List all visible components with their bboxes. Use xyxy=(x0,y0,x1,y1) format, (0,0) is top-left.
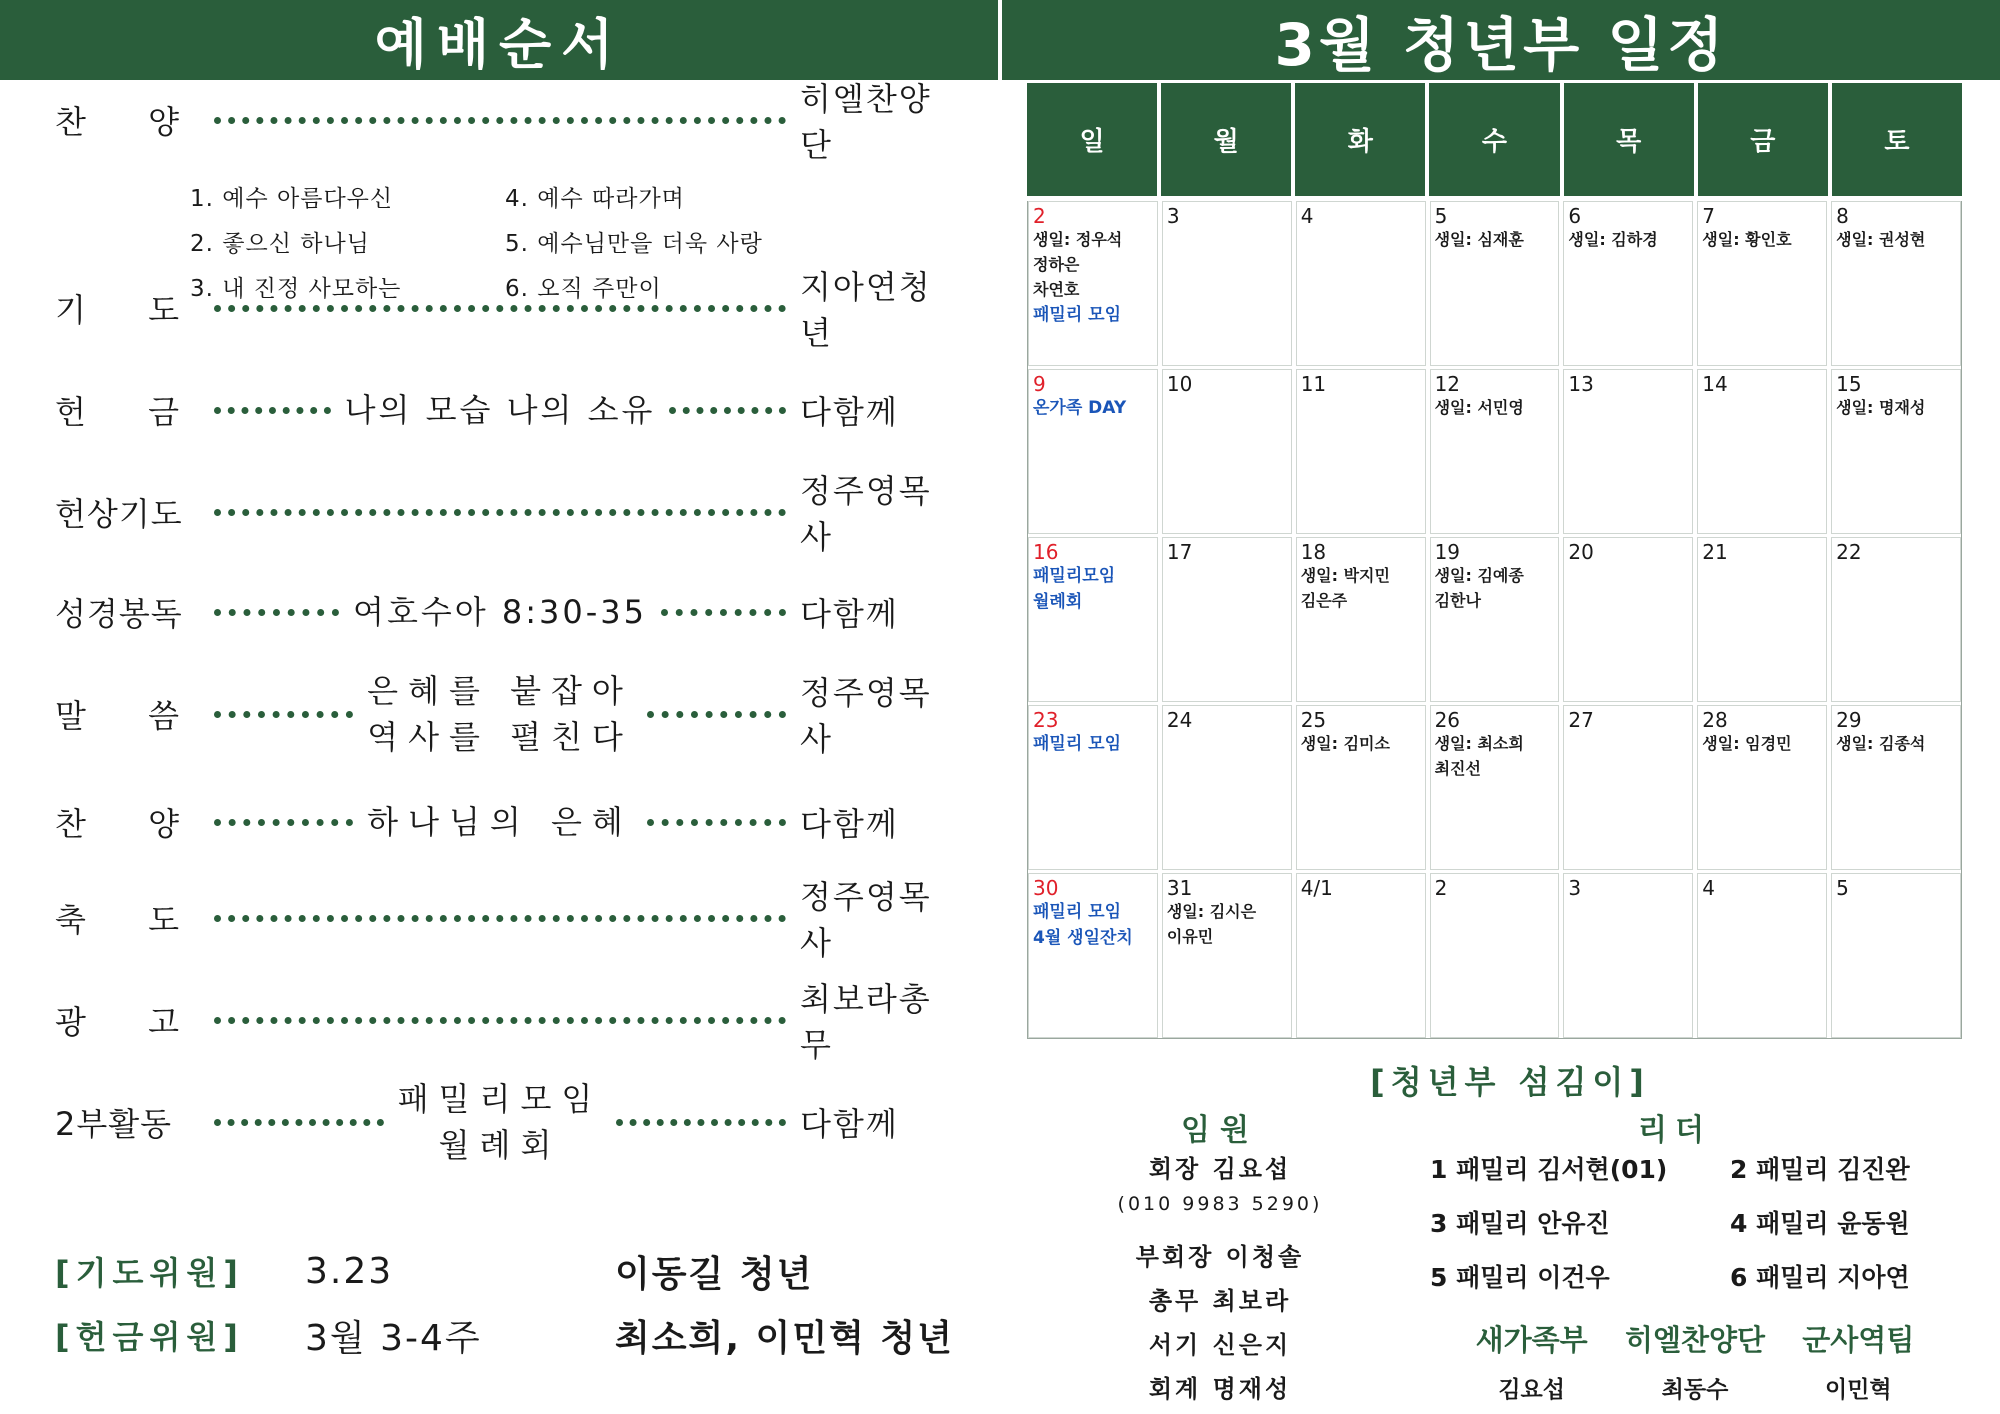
worship-item-label-part: 금 xyxy=(148,393,180,431)
worship-item-leader: 히엘찬양단 xyxy=(800,80,932,164)
leaders-title: 리더 xyxy=(1638,1113,1712,1148)
worship-item-label-part: 말 xyxy=(55,697,87,735)
calendar-day xyxy=(1831,369,1961,534)
calendar-day xyxy=(1563,201,1693,366)
worship-item xyxy=(55,1074,960,1170)
worship-item-leader: 최보라총무 xyxy=(800,980,932,1064)
worship-item-label-part: 씀 xyxy=(148,697,180,735)
day-number: 5 xyxy=(1434,204,1448,228)
day-number: 15 xyxy=(1836,372,1862,396)
dotted-leader xyxy=(214,1017,786,1024)
prayer-duty-date: 3.23 xyxy=(305,1250,394,1292)
day-note: 생일: 김종석 xyxy=(1836,734,1926,753)
day-event: 온가족 DAY xyxy=(1033,398,1127,418)
day-number: 16 xyxy=(1033,540,1059,564)
worship-item-label-part: 도 xyxy=(148,901,180,939)
day-number: 14 xyxy=(1702,372,1728,396)
weekday-1: 월 xyxy=(1161,83,1291,196)
worship-item-label xyxy=(55,691,200,737)
day-note: 생일: 정우석 정하은 차연호 xyxy=(1033,230,1123,299)
officer-item: (010 9983 5290) xyxy=(1117,1193,1323,1215)
calendar-day xyxy=(1162,201,1292,366)
leader-item: 6 패밀리 지아연 xyxy=(1730,1263,1910,1292)
day-event: 패밀리모임 월례회 xyxy=(1033,566,1116,612)
team-name: 히엘찬양단 xyxy=(1624,1323,1766,1357)
day-number: 7 xyxy=(1702,204,1716,228)
hymn-item: 5. 예수님만을 더욱 사랑 xyxy=(505,231,763,257)
worship-item-detail: 나의 모습 나의 소유 xyxy=(344,391,656,429)
calendar-day xyxy=(1563,369,1693,534)
leader-item: 1 패밀리 김서현(01) xyxy=(1430,1155,1668,1184)
worship-item-label-part: 고 xyxy=(148,1003,180,1041)
worship-item-label xyxy=(55,97,200,143)
day-number: 11 xyxy=(1300,372,1327,396)
dotted-leader xyxy=(214,1119,384,1126)
officer-item: 회장 김요섭 xyxy=(1148,1155,1292,1183)
day-number: 4/1 xyxy=(1300,876,1333,900)
worship-order-title: 예배순서 xyxy=(0,0,998,80)
worship-item xyxy=(55,792,960,852)
dotted-leader xyxy=(214,117,786,124)
day-number: 5 xyxy=(1836,876,1849,900)
day-note: 생일: 서민영 xyxy=(1434,398,1524,417)
worship-item xyxy=(55,582,960,642)
day-note: 생일: 김하경 xyxy=(1568,230,1658,249)
worship-item xyxy=(55,980,960,1064)
leader-item: 5 패밀리 이건우 xyxy=(1430,1263,1610,1292)
dotted-leader xyxy=(214,915,786,922)
worship-item-label-part: 찬 xyxy=(55,805,87,843)
weekday-3: 수 xyxy=(1429,83,1559,196)
worship-item-label xyxy=(55,997,200,1043)
schedule-title: 3월 청년부 일정 xyxy=(1002,0,2000,80)
hymn-item: 1. 예수 아름다우신 xyxy=(190,186,394,212)
leader-item: 3 패밀리 안유진 xyxy=(1430,1209,1610,1238)
day-number: 21 xyxy=(1702,540,1728,564)
leader-item: 4 패밀리 윤동원 xyxy=(1730,1209,1910,1238)
worship-item-label-part: 기 xyxy=(55,291,87,329)
day-number: 6 xyxy=(1568,204,1582,228)
worship-item xyxy=(55,878,960,962)
worship-item xyxy=(55,80,960,164)
prayer-duty xyxy=(55,1246,813,1296)
worship-item-leader: 정주영목사 xyxy=(800,472,932,556)
weekday-4: 목 xyxy=(1564,83,1694,196)
worship-item-label: 성경봉독 xyxy=(55,595,183,633)
calendar-day xyxy=(1296,369,1426,534)
prayer-duty-name: 이동길 청년 xyxy=(615,1253,814,1295)
calendar xyxy=(1027,83,1962,1039)
worship-item-label xyxy=(55,387,200,433)
dotted-leader xyxy=(214,407,331,414)
day-note: 생일: 박지민 김은주 xyxy=(1300,566,1390,610)
dotted-leader xyxy=(661,609,786,616)
day-note: 생일: 황인호 xyxy=(1702,230,1792,249)
day-number: 3 xyxy=(1568,876,1582,900)
weekday-2: 화 xyxy=(1295,83,1425,196)
calendar-day xyxy=(1028,537,1158,702)
worship-item-label xyxy=(55,285,200,331)
worship-item-label-part: 찬 xyxy=(55,103,87,141)
worship-item-leader: 다함께 xyxy=(800,805,899,843)
worship-item-label xyxy=(55,799,200,845)
day-number: 31 xyxy=(1166,876,1193,900)
day-note: 생일: 심재훈 xyxy=(1434,230,1524,249)
officer-item: 회계 명재성 xyxy=(1148,1375,1292,1403)
worship-item-label: 2부활동 xyxy=(55,1105,173,1143)
hymn-item: 2. 좋으신 하나님 xyxy=(190,231,370,257)
day-number: 18 xyxy=(1300,540,1327,564)
calendar-day xyxy=(1430,873,1560,1038)
day-number: 2 xyxy=(1033,204,1046,228)
team-item xyxy=(1777,1318,1940,1404)
day-number: 23 xyxy=(1033,708,1059,732)
calendar-day xyxy=(1430,537,1560,702)
hymn-item: 6. 오직 주만이 xyxy=(505,276,662,302)
day-number: 8 xyxy=(1836,204,1849,228)
day-number: 22 xyxy=(1836,540,1862,564)
team-name: 군사역팀 xyxy=(1802,1323,1915,1357)
day-number: 4 xyxy=(1300,204,1314,228)
day-number: 25 xyxy=(1300,708,1327,732)
team-leader: 김요섭 xyxy=(1498,1377,1565,1403)
calendar-day xyxy=(1162,537,1292,702)
calendar-day xyxy=(1162,369,1292,534)
teams-list xyxy=(1450,1318,1940,1404)
day-event: 패밀리 모임 4월 생일잔치 xyxy=(1033,902,1133,948)
calendar-day xyxy=(1831,705,1961,870)
calendar-day xyxy=(1430,705,1560,870)
day-number: 12 xyxy=(1434,372,1461,396)
dotted-leader xyxy=(214,609,339,616)
day-note: 생일: 명재성 xyxy=(1836,398,1926,417)
team-item xyxy=(1450,1318,1613,1404)
day-number: 26 xyxy=(1434,708,1461,732)
day-number: 29 xyxy=(1836,708,1862,732)
servants-title: [청년부 섬김이] xyxy=(1370,1063,1650,1101)
leaders-list xyxy=(1430,1150,1950,1294)
dotted-leader xyxy=(214,509,786,516)
calendar-day xyxy=(1296,873,1426,1038)
worship-item-leader: 지아연청년 xyxy=(800,268,932,352)
dotted-leader xyxy=(616,1119,786,1126)
calendar-day xyxy=(1563,705,1693,870)
officer-item: 부회장 이청솔 xyxy=(1135,1243,1305,1271)
dotted-leader xyxy=(647,711,786,718)
dotted-leader xyxy=(214,305,786,312)
worship-item-label-part: 양 xyxy=(148,805,180,843)
worship-item-detail: 은혜를 붙잡아 역사를 펼친다 xyxy=(367,672,633,756)
offering-duty-label: [헌금위원] xyxy=(55,1318,244,1356)
calendar-day xyxy=(1028,705,1158,870)
team-item xyxy=(1613,1318,1776,1404)
day-number: 17 xyxy=(1166,540,1193,564)
worship-item-leader: 다함께 xyxy=(800,1105,899,1143)
calendar-day xyxy=(1296,705,1426,870)
calendar-day xyxy=(1831,537,1961,702)
calendar-grid xyxy=(1027,201,1962,1039)
dotted-leader xyxy=(647,819,786,826)
day-note: 생일: 김미소 xyxy=(1300,734,1390,753)
worship-item-label-part: 양 xyxy=(148,103,180,141)
team-leader: 이민혁 xyxy=(1824,1377,1892,1403)
calendar-day xyxy=(1831,873,1961,1038)
weekday-5: 금 xyxy=(1698,83,1828,196)
day-number: 3 xyxy=(1166,204,1180,228)
hymn-item: 3. 내 진정 사모하는 xyxy=(190,276,402,302)
calendar-day xyxy=(1697,369,1827,534)
day-number: 19 xyxy=(1434,540,1461,564)
officers-title: 임원 xyxy=(1181,1113,1259,1148)
worship-item-label-part: 헌 xyxy=(55,393,87,431)
offering-duty-date: 3월 3-4주 xyxy=(305,1317,482,1359)
weekday-0: 일 xyxy=(1027,83,1157,196)
dotted-leader xyxy=(669,407,786,414)
worship-item-label-part: 축 xyxy=(55,901,87,939)
calendar-day xyxy=(1296,537,1426,702)
worship-item xyxy=(55,472,960,556)
offering-duty xyxy=(55,1310,954,1360)
worship-item-label-part: 광 xyxy=(55,1003,87,1041)
day-note: 생일: 김시은 이유민 xyxy=(1166,902,1257,946)
calendar-day xyxy=(1563,537,1693,702)
worship-item-detail: 여호수아 8:30-35 xyxy=(353,593,647,631)
offering-duty-name: 최소희, 이민혁 청년 xyxy=(615,1317,954,1359)
calendar-day xyxy=(1697,705,1827,870)
day-number: 10 xyxy=(1166,372,1193,396)
hymn-item: 4. 예수 따라가며 xyxy=(505,186,685,212)
team-name: 새가족부 xyxy=(1475,1323,1588,1357)
worship-item-label-part: 도 xyxy=(148,291,180,329)
day-number: 20 xyxy=(1568,540,1594,564)
day-note: 생일: 최소희 최진선 xyxy=(1434,734,1524,778)
day-event: 패밀리 모임 xyxy=(1033,734,1122,754)
day-note: 생일: 임경민 xyxy=(1702,734,1792,753)
calendar-day xyxy=(1028,873,1158,1038)
weekday-6: 토 xyxy=(1832,83,1962,196)
day-number: 9 xyxy=(1033,372,1046,396)
calendar-day xyxy=(1028,201,1158,366)
worship-item xyxy=(55,666,960,762)
day-number: 24 xyxy=(1166,708,1193,732)
calendar-day xyxy=(1697,537,1827,702)
dotted-leader xyxy=(214,819,353,826)
day-note: 생일: 김예종 김한나 xyxy=(1434,566,1524,610)
calendar-weekday-header xyxy=(1027,83,1962,196)
worship-item-detail: 하나님의 은혜 xyxy=(367,803,633,841)
calendar-day xyxy=(1162,705,1292,870)
calendar-day xyxy=(1831,201,1961,366)
officer-item: 서기 신은지 xyxy=(1148,1331,1292,1359)
calendar-day xyxy=(1430,369,1560,534)
calendar-day xyxy=(1162,873,1292,1038)
calendar-day xyxy=(1296,201,1426,366)
day-number: 28 xyxy=(1702,708,1728,732)
calendar-day xyxy=(1430,201,1560,366)
day-number: 13 xyxy=(1568,372,1594,396)
team-leader: 최동수 xyxy=(1661,1377,1729,1403)
day-event: 패밀리 모임 xyxy=(1033,305,1122,325)
day-number: 27 xyxy=(1568,708,1594,732)
worship-item-leader: 다함께 xyxy=(800,393,899,431)
dotted-leader xyxy=(214,711,353,718)
prayer-duty-label: [기도위원] xyxy=(55,1254,244,1292)
calendar-day xyxy=(1028,369,1158,534)
officer-item: 총무 최보라 xyxy=(1148,1287,1292,1315)
worship-item-leader: 정주영목사 xyxy=(800,878,932,962)
calendar-day xyxy=(1697,201,1827,366)
calendar-day xyxy=(1563,873,1693,1038)
day-number: 30 xyxy=(1033,876,1059,900)
hymn-list xyxy=(190,180,810,303)
worship-item-label: 헌상기도 xyxy=(55,495,183,533)
day-number: 2 xyxy=(1434,876,1448,900)
worship-item-label xyxy=(55,895,200,941)
leader-item: 2 패밀리 김진완 xyxy=(1730,1155,1910,1184)
calendar-day xyxy=(1697,873,1827,1038)
officers-column xyxy=(1105,1105,1335,1413)
day-note: 생일: 권성현 xyxy=(1836,230,1926,249)
worship-item-leader: 다함께 xyxy=(800,595,899,633)
worship-item-detail: 패밀리모임 월례회 xyxy=(397,1080,603,1164)
worship-item-leader: 정주영목사 xyxy=(800,674,932,758)
day-number: 4 xyxy=(1702,876,1716,900)
worship-item xyxy=(55,380,960,440)
